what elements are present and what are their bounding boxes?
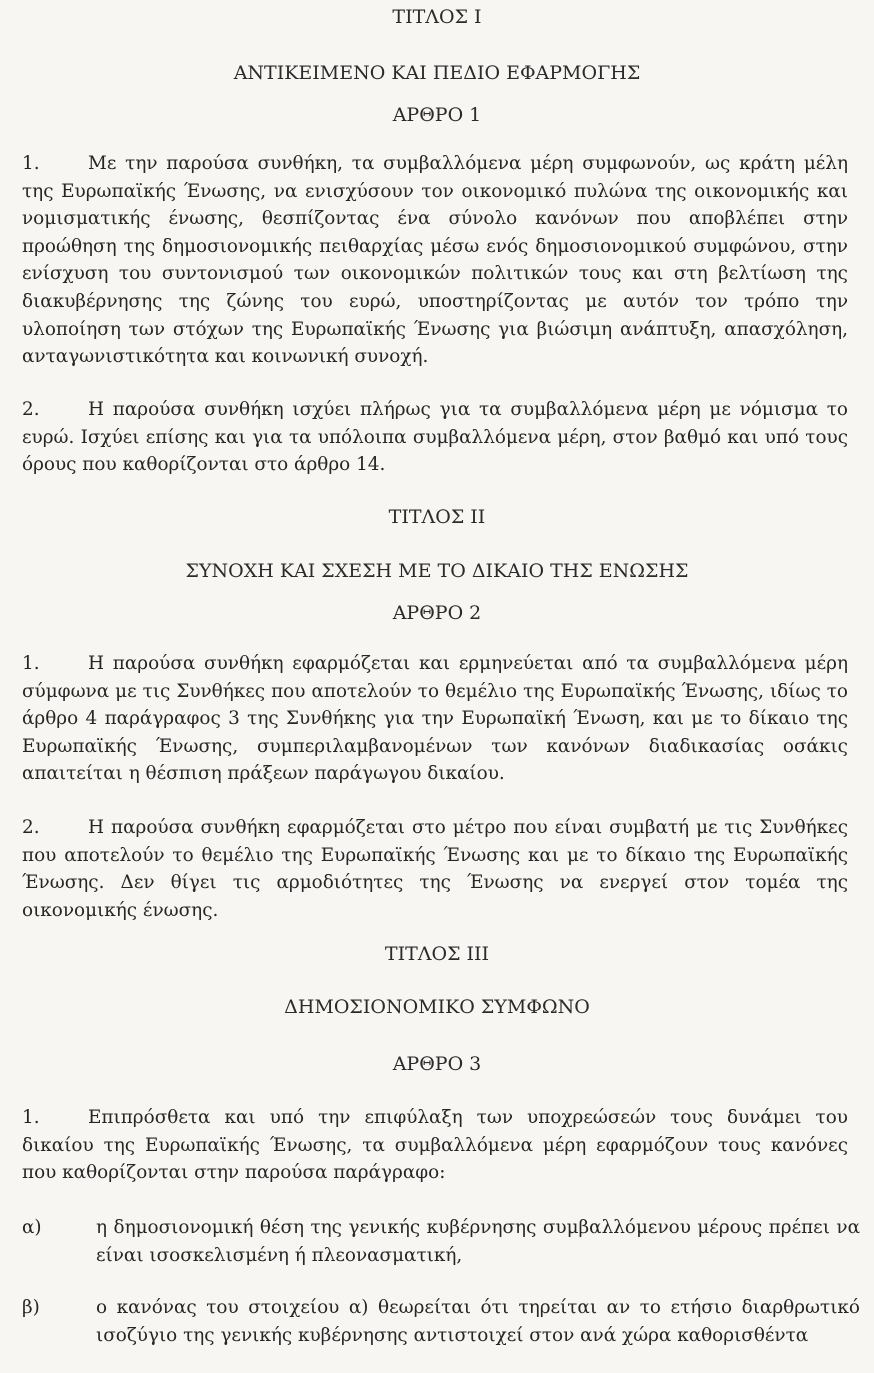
article-2-paragraph-2 bbox=[22, 814, 848, 924]
paragraph-number: 2. bbox=[22, 399, 40, 420]
paragraph-text: Η παρούσα συνθήκη ισχύει πλήρως για τα συμβαλλόμενα μέρη με νόμισμα το ευρώ. Ισχύει επίσης και για τα υπόλοιπα συμβαλλόμενα μέρη, στον βαθμό και υπό τους όρους που καθορίζονται στο άρθρο 14. bbox=[22, 399, 848, 476]
paragraph-text: Η παρούσα συνθήκη εφαρμόζεται στο μέτρο που είναι συμβατή με τις Συνθήκες που αποτελούν το θεμέλιο της Ευρωπαϊκής Ένωσης και με το δίκαιο της Ευρωπαϊκής Ένωσης. Δεν θίγει τις αρμοδιότητες της Ένωσης να ενεργεί στον τομέα της οικονομικής ένωσης. bbox=[22, 817, 848, 921]
item-text: ο κανόνας του στοιχείου α) θεωρείται ότι τηρείται αν το ετήσιο διαρθρωτικό ισοζύγιο της γενικής κυβέρνησης αντιστοιχεί στον ανά χώρα καθορισθέντα bbox=[96, 1297, 860, 1346]
paragraph-text: Επιπρόσθετα και υπό την επιφύλαξη των υποχρεώσεών τους δυνάμει του δικαίου της Ευρωπαϊκής Ένωσης, τα συμβαλλόμενα μέρη εφαρμόζουν τους κανόνες που καθορίζονται στην παρούσα παράγραφο: bbox=[22, 1107, 848, 1184]
item-label: β) bbox=[22, 1297, 40, 1318]
paragraph-text: Με την παρούσα συνθήκη, τα συμβαλλόμενα μέρη συμφωνούν, ως κράτη μέλη της Ευρωπαϊκής Ένωσης, να ενισχύσουν τον οικονομικό πυλώνα της οικονομικής και νομισματικής ένωσης, θεσπίζοντας ένα σύνολο κανόνων που αποβλέπει στην προώθηση της δημοσιονομικής πειθαρχίας μέσω ενός δημοσιονομικού συμφώνου, στην ενίσχυση του συντονισμού των οικονομικών πολιτικών τους και στη βελτίωση της διακυβέρνησης της ζώνης του ευρώ, υποστηρίζοντας με αυτόν τον τρόπο την υλοποίηση των στόχων της Ευρωπαϊκής Ένωσης για βιώσιμη ανάπτυξη, απασχόληση, ανταγωνιστικότητα και κοινωνική συνοχή. bbox=[22, 153, 848, 368]
article-1-paragraph-2 bbox=[22, 396, 848, 479]
item-label: α) bbox=[22, 1217, 42, 1238]
paragraph-text: Η παρούσα συνθήκη εφαρμόζεται και ερμηνεύεται από τα συμβαλλόμενα μέρη σύμφωνα με τις Συνθήκες που αποτελούν το θεμέλιο της Ευρωπαϊκής Ένωσης, ιδίως το άρθρο 4 παράγραφος 3 της Συνθήκης για την Ευρωπαϊκή Ένωση, και με το δίκαιο της Ευρωπαϊκής Ένωσης, συμπεριλαμβανομένων των κανόνων διαδικασίας οσάκις απαιτείται η θέσπιση πράξεων παράγωγου δικαίου. bbox=[22, 653, 848, 785]
article-1-heading: ΑΡΘΡΟ 1 bbox=[392, 104, 482, 126]
article-2-paragraph-1 bbox=[22, 650, 848, 788]
paragraph-number: 2. bbox=[22, 817, 40, 838]
title-1-heading: ΤΙΤΛΟΣ I bbox=[392, 6, 482, 28]
title-3-heading: ΤΙΤΛΟΣ III bbox=[384, 943, 490, 965]
article-3-heading: ΑΡΘΡΟ 3 bbox=[392, 1053, 482, 1075]
article-3-item-b bbox=[22, 1294, 860, 1349]
article-3-paragraph-1 bbox=[22, 1104, 848, 1187]
title-2-heading: ΤΙΤΛΟΣ II bbox=[388, 506, 486, 528]
article-3-item-a bbox=[22, 1214, 860, 1269]
paragraph-number: 1. bbox=[22, 153, 40, 174]
article-1-paragraph-1 bbox=[22, 150, 848, 371]
paragraph-number: 1. bbox=[22, 653, 40, 674]
title-1-subheading: ΑΝΤΙΚΕΙΜΕΝΟ ΚΑΙ ΠΕΔΙΟ ΕΦΑΡΜΟΓΗΣ bbox=[233, 62, 641, 84]
title-2-subheading: ΣΥΝΟΧΗ ΚΑΙ ΣΧΕΣΗ ΜΕ ΤΟ ΔΙΚΑΙΟ ΤΗΣ ΕΝΩΣΗΣ bbox=[185, 560, 689, 582]
article-2-heading: ΑΡΘΡΟ 2 bbox=[392, 602, 482, 624]
item-text: η δημοσιονομική θέση της γενικής κυβέρνησης συμβαλλόμενου μέρους πρέπει να είναι ισοσκελισμένη ή πλεονασματική, bbox=[96, 1217, 860, 1266]
paragraph-number: 1. bbox=[22, 1107, 40, 1128]
title-3-subheading: ΔΗΜΟΣΙΟΝΟΜΙΚΟ ΣΥΜΦΩΝΟ bbox=[284, 996, 590, 1018]
